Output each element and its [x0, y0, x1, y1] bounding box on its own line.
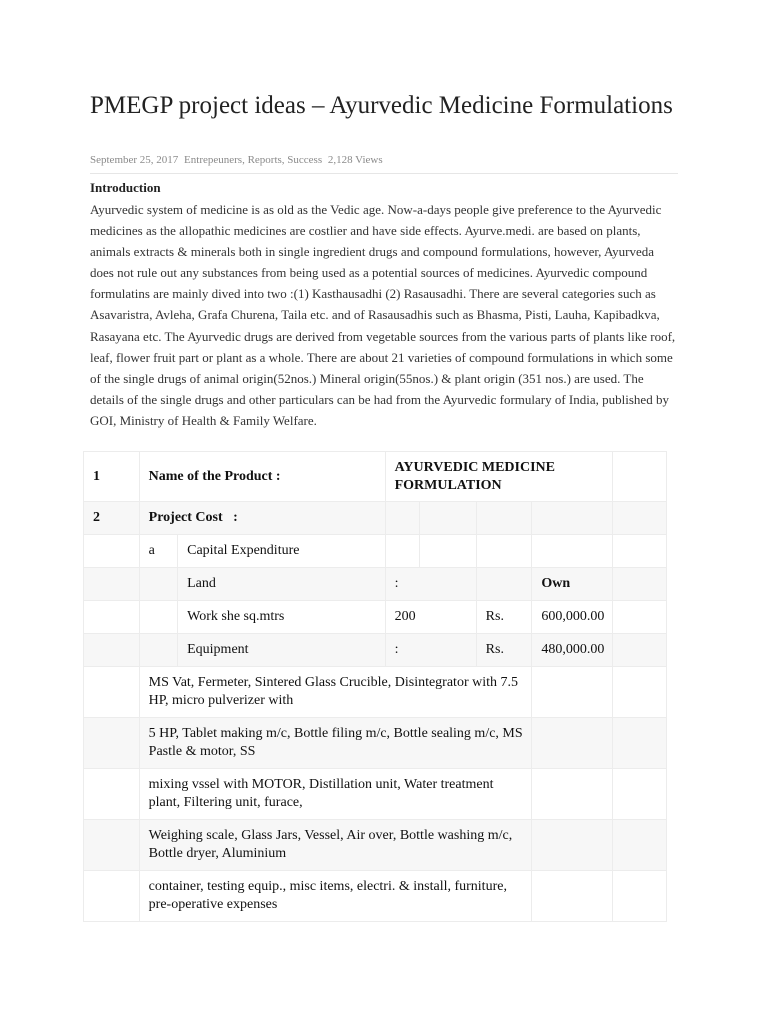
empty-cell — [613, 634, 667, 667]
empty-cell — [385, 535, 419, 568]
meta-divider — [90, 173, 678, 174]
land-colon: : — [385, 568, 476, 601]
project-table — [83, 451, 667, 922]
empty-cell — [84, 820, 140, 871]
empty-cell — [84, 871, 140, 922]
post-meta — [90, 154, 386, 166]
empty-cell — [84, 535, 140, 568]
project-cost-label: Project Cost : — [139, 502, 385, 535]
product-label: Name of the Product : — [139, 452, 385, 502]
empty-cell — [84, 568, 140, 601]
empty-cell — [532, 502, 613, 535]
empty-cell — [139, 634, 177, 667]
empty-cell — [613, 769, 667, 820]
worksheet-unit: Rs. — [476, 601, 532, 634]
worksheet-value: 600,000.00 — [532, 601, 613, 634]
equipment-unit: Rs. — [476, 634, 532, 667]
table-row — [84, 601, 667, 634]
equipment-label: Equipment — [178, 634, 385, 667]
table-row — [84, 634, 667, 667]
equipment-colon: : — [385, 634, 476, 667]
empty-cell — [613, 502, 667, 535]
empty-cell — [532, 667, 613, 718]
empty-cell — [532, 718, 613, 769]
equipment-list-line: Weighing scale, Glass Jars, Vessel, Air over, Bottle washing m/c, Bottle dryer, Aluminium — [139, 820, 532, 871]
table-row — [84, 820, 667, 871]
table-row — [84, 769, 667, 820]
empty-cell — [476, 568, 532, 601]
product-value: AYURVEDIC MEDICINE FORMULATION — [385, 452, 613, 502]
equipment-list-line: MS Vat, Fermeter, Sintered Glass Crucible, Disintegrator with 7.5 HP, micro pulverizer with — [139, 667, 532, 718]
empty-cell — [420, 535, 477, 568]
equipment-value: 480,000.00 — [532, 634, 613, 667]
post-categories[interactable]: Entrepeuners, Reports, Success — [184, 154, 323, 166]
capital-expenditure-label: Capital Expenditure — [178, 535, 385, 568]
empty-cell — [613, 667, 667, 718]
empty-cell — [84, 601, 140, 634]
worksheet-qty: 200 — [385, 601, 476, 634]
empty-cell — [84, 718, 140, 769]
intro-heading: Introduction — [90, 180, 161, 195]
empty-cell — [532, 871, 613, 922]
post-views: 2,128 Views — [327, 154, 383, 166]
empty-cell — [139, 601, 177, 634]
empty-cell — [613, 568, 667, 601]
empty-cell — [613, 535, 667, 568]
equipment-list-line: container, testing equip., misc items, electri. & install, furniture, pre-operative expenses — [139, 871, 532, 922]
empty-cell — [613, 601, 667, 634]
intro-paragraph: Ayurvedic system of medicine is as old as the Vedic age. Now-a-days people give preference to the Ayurvedic medicines as the allopathic medicines are costlier and have side effects. Ayurve.medi. are based on plants, animals extracts & minerals both in single ingredient drugs and compound formulations, however, Ayurveda does not rule out any substances from being used as a potential sources of medicines. Ayurvedic compound formulatins are mainly dived into two :(1) Kasthausadhi (2) Rasausadhi. There are several categories such as Asavaristra, Avleha, Grafa Churena, Taila etc. and of Rasausadhis such as Bhasma, Pisti, Lauha, Kapibadkva, Rasayana etc. The Ayurvedic drugs are derived from vegetable sources from the various parts of plants like roof, leaf, flower fruit part or plant as a whole. There are about 21 varieties of compound formulations in which some of the single drugs of animal origin(52nos.) Mineral origin(55nos.) & plant origin (351 nos.) are used. The details of the single drugs and other particulars can be had from the Ayurvedic formulary of India, published by GOI, Ministry of Health & Family Welfare. — [90, 202, 676, 428]
empty-cell — [139, 568, 177, 601]
table-row — [84, 667, 667, 718]
equipment-list-line: 5 HP, Tablet making m/c, Bottle filing m/c, Bottle sealing m/c, MS Pastle & motor, SS — [139, 718, 532, 769]
empty-cell — [613, 871, 667, 922]
worksheet-label: Work she sq.mtrs — [178, 601, 385, 634]
equipment-list-line: mixing vssel with MOTOR, Distillation unit, Water treatment plant, Filtering unit, furace, — [139, 769, 532, 820]
table-row — [84, 535, 667, 568]
row-number: 1 — [84, 452, 140, 502]
post-date[interactable]: September 25, 2017 — [90, 154, 179, 166]
table-row — [84, 718, 667, 769]
empty-cell — [532, 535, 613, 568]
empty-cell — [476, 535, 532, 568]
empty-cell — [613, 820, 667, 871]
empty-cell — [84, 769, 140, 820]
empty-cell — [532, 769, 613, 820]
land-label: Land — [178, 568, 385, 601]
table-row — [84, 568, 667, 601]
table-row — [84, 871, 667, 922]
table-row — [84, 452, 667, 502]
row-number: 2 — [84, 502, 140, 535]
table-row — [84, 502, 667, 535]
empty-cell — [613, 718, 667, 769]
empty-cell — [84, 634, 140, 667]
sub-item-letter: a — [139, 535, 177, 568]
empty-cell — [385, 502, 419, 535]
empty-cell — [84, 667, 140, 718]
page-title: PMEGP project ideas – Ayurvedic Medicine Formulations — [90, 92, 673, 119]
empty-cell — [476, 502, 532, 535]
empty-cell — [420, 502, 477, 535]
land-value: Own — [532, 568, 613, 601]
empty-cell — [532, 820, 613, 871]
empty-cell — [613, 452, 667, 502]
